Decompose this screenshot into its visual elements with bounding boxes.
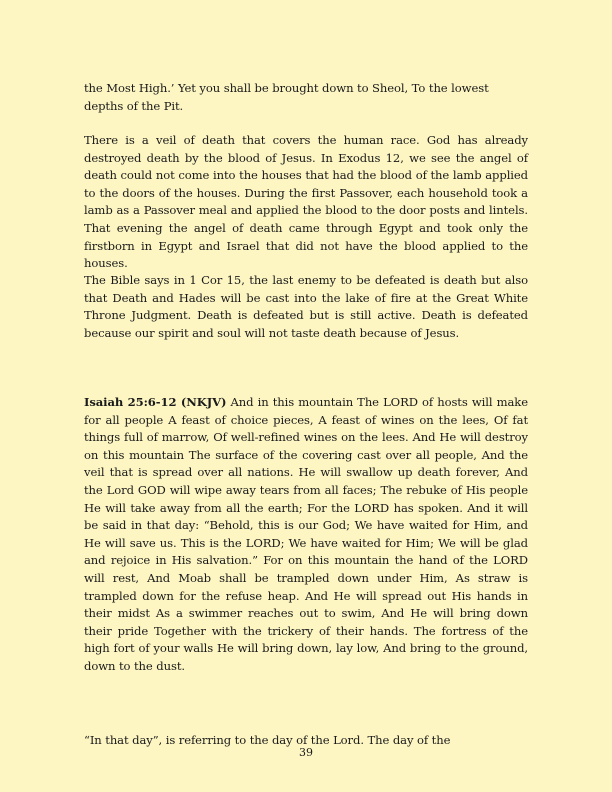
paragraph-sheol-quote: the Most High.’ Yet you shall be brought down to Sheol, To the lowest depths of the Pit.: [84, 81, 489, 113]
paragraph-veil-of-death: There is a veil of death that covers the human race. God has already destroyed death by the blood of Jesus. In Exodus 12, we see the angel of death could not come into the houses that had the blood of the lamb applied to the doors of the houses. During the first Passover, each household took a lamb as a Passover meal and applied the blood to the door posts and lintels. That evening the angel of death came through Egypt and took only the firstborn in Egypt and Israel that did not have the blood applied to the houses.: [84, 133, 528, 271]
page-number: 39: [299, 746, 313, 759]
paragraph-in-that-day: “In that day”, is referring to the day of the Lord. The day of the: [84, 733, 451, 747]
isaiah-passage-text: And in this mountain The LORD of hosts will make for all people A feast of choice pieces, A feast of wines on the lees, Of fat things full of marrow, Of well-refined wines on the lees. And He will destroy on this mountain The surface of the covering cast over all people, And the veil that is spread over all nations. He will swallow up death forever, And the Lord GOD will wipe away tears from all faces; The rebuke of His people He will take away from all the earth; For the LORD has spoken. And it will be said in that day: “Behold, this is our God; We have waited for Him, and He will save us. This is the LORD; We have waited for Him; We will be glad and rejoice in His salvation.” For on this mountain the hand of the LORD will rest, And Moab shall be trampled down under Him, As straw is trampled down for the refuse heap. And He will spread out His hands in their midst As a swimmer reaches out to swim, And He will bring down their pride Together with the trickery of their hands. The fortress of the high fort of your walls He will bring down, lay low, And bring to the ground, down to the dust.: [84, 395, 528, 673]
verse-reference: Isaiah 25:6-12 (NKJV): [84, 395, 227, 409]
paragraph-isaiah-passage: [84, 394, 528, 676]
paragraph-last-enemy: The Bible says in 1 Cor 15, the last enemy to be defeated is death but also that Death and Hades will be cast into the lake of fire at the Great White Throne Judgment. Death is defeated but is still active. Death is defeated because our spirit and soul will not taste death because of Jesus.: [84, 273, 528, 340]
